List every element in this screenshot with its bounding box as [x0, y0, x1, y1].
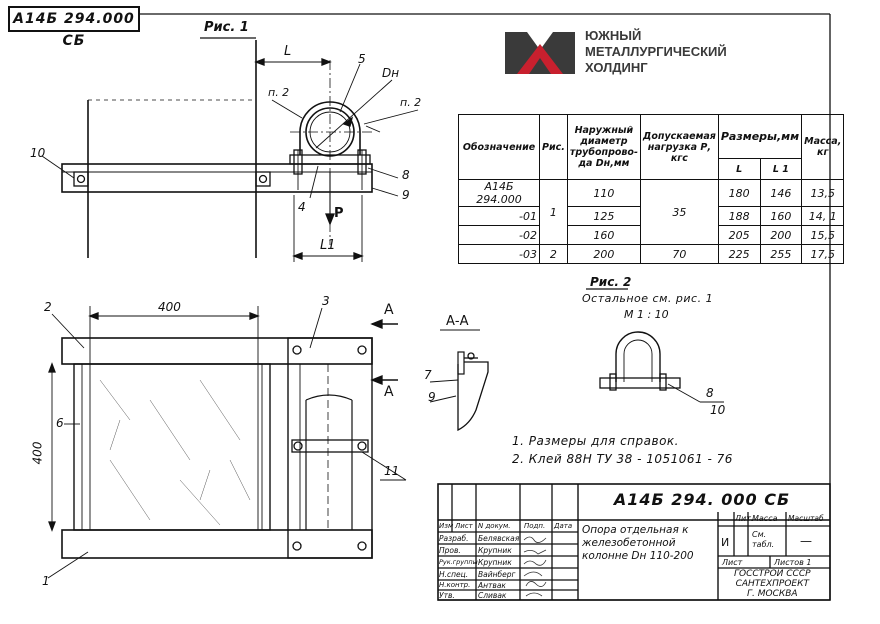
- title-block-code: А14Б 294. 000 СБ: [613, 490, 791, 509]
- role-3: Н.спец.: [439, 570, 469, 579]
- th-diameter: Наружный диаметр трубопрово-да Dн,мм: [567, 115, 640, 180]
- sheet-label: Лист: [722, 558, 743, 567]
- fig1-callout-9: 9: [402, 188, 410, 202]
- cell-designation: -02: [459, 226, 540, 245]
- lit-head: Лит.: [735, 514, 754, 523]
- cell-L: 188: [718, 207, 760, 226]
- section-mark-bottom: А: [384, 384, 394, 400]
- fig1-callout-4: 4: [298, 200, 306, 214]
- fig2-scale: М 1 : 10: [624, 308, 669, 321]
- th-designation: Обозначение: [459, 115, 540, 180]
- fig2-callout-10: 10: [710, 403, 726, 417]
- note-1: 1. Размеры для справок.: [512, 434, 679, 448]
- fig2-subtitle: Остальное см. рис. 1: [582, 292, 714, 305]
- col-izm: Изм: [439, 522, 454, 530]
- cell-diameter: 110: [567, 180, 640, 207]
- th-mass: Масса, кг: [802, 115, 844, 180]
- logo-line-1: ЮЖНЫЙ: [585, 28, 642, 43]
- cell-L1: 200: [760, 226, 802, 245]
- fig1-dim-Dn: Dн: [382, 66, 400, 80]
- sheets-label: Листов 1: [774, 558, 812, 567]
- plan-dim-top: 400: [158, 300, 181, 314]
- cell-load: 70: [640, 245, 718, 264]
- fig1-gap-left: п. 2: [268, 86, 290, 99]
- cell-diameter: 160: [567, 226, 640, 245]
- name-line-1: Опора отдельная к: [582, 524, 689, 536]
- logo-line-2: МЕТАЛЛУРГИЧЕСКИЙ: [585, 44, 727, 59]
- cell-mass: 15,5: [802, 226, 844, 245]
- role-4: Н.контр.: [439, 581, 471, 589]
- plan-callout-6: 6: [56, 416, 64, 430]
- fig1-title: Рис. 1: [204, 20, 249, 35]
- col-doc: N докум.: [478, 522, 511, 530]
- mass-head: Масса: [752, 514, 778, 523]
- fig1-gap-right: п. 2: [400, 96, 422, 109]
- title-block-name: [582, 524, 694, 563]
- th-fig: Рис.: [540, 115, 568, 180]
- notes: [512, 432, 733, 468]
- name-3: Вайнберг: [478, 570, 516, 579]
- note-2: 2. Клей 88Н ТУ 38 - 1051061 - 76: [512, 452, 733, 466]
- name-1: Крупник: [478, 546, 512, 555]
- scale-value: —: [800, 534, 812, 548]
- org-line-3: Г. МОСКВА: [746, 589, 798, 599]
- cell-mass: 14, 1: [802, 207, 844, 226]
- plan-callout-2: 2: [44, 300, 52, 314]
- cell-diameter: 200: [567, 245, 640, 264]
- cell-diameter: 125: [567, 207, 640, 226]
- cell-L1: 146: [760, 180, 802, 207]
- th-L: L: [718, 159, 760, 180]
- cell-L: 180: [718, 180, 760, 207]
- name-line-3: колонне Dн 110-200: [582, 550, 694, 562]
- signatures: [524, 537, 546, 596]
- fig1-callout-5: 5: [358, 52, 366, 66]
- col-sign: Подп.: [524, 522, 546, 530]
- fig2-callout-8: 8: [706, 386, 714, 400]
- role-1: Пров.: [439, 546, 461, 555]
- section-callout-7: 7: [424, 368, 432, 382]
- mass-value: См. табл.: [752, 530, 775, 549]
- fig1-load-label: P: [334, 206, 344, 221]
- table-row: [459, 180, 844, 207]
- plan-callout-3: 3: [322, 294, 330, 308]
- cell-L: 205: [718, 226, 760, 245]
- cell-L1: 255: [760, 245, 802, 264]
- th-sizes: Размеры,мм: [718, 115, 801, 159]
- cell-mass: 13,5: [802, 180, 844, 207]
- cell-L1: 160: [760, 207, 802, 226]
- fig2-title: Рис. 2: [590, 275, 632, 289]
- cell-designation: -03: [459, 245, 540, 264]
- name-line-2: железобетонной: [582, 537, 676, 549]
- org-line-1: ГОССТРОЙ СССР: [734, 569, 811, 579]
- fig1-dim-L: L: [284, 44, 292, 59]
- role-5: Утв.: [439, 591, 455, 600]
- cell-fig: 2: [540, 245, 568, 264]
- fig1-dim-L1: L1: [320, 238, 336, 253]
- org-block: [734, 569, 811, 599]
- name-0: Белявская: [478, 534, 520, 543]
- th-L1: L 1: [760, 159, 802, 180]
- cell-designation: А14Б 294.000: [459, 180, 540, 207]
- name-2: Крупник: [478, 558, 512, 567]
- logo-line-3: ХОЛДИНГ: [585, 60, 648, 75]
- cell-L: 225: [718, 245, 760, 264]
- plan-callout-1: 1: [42, 574, 50, 588]
- section-callout-9: 9: [428, 390, 436, 404]
- th-load: Допускаемая нагрузка Р, кгс: [640, 115, 718, 180]
- cell-fig: 1: [540, 180, 568, 245]
- cell-mass: 17,5: [802, 245, 844, 264]
- role-2: Рук.группы: [439, 558, 478, 566]
- plan-dim-side: 400: [30, 441, 45, 465]
- rotated-code-stamp: А14Б 294.000 СБ: [8, 6, 140, 32]
- lit-value: И: [721, 536, 730, 549]
- name-5: Сливак: [478, 591, 507, 600]
- name-4: Антвак: [478, 581, 506, 590]
- cell-designation: -01: [459, 207, 540, 226]
- fig1-callout-8: 8: [402, 168, 410, 182]
- section-mark-top: А: [384, 302, 394, 318]
- col-date: Дата: [554, 522, 573, 530]
- plan-callout-11: 11: [384, 464, 400, 478]
- table-row: [459, 245, 844, 264]
- col-list: Лист: [455, 522, 473, 530]
- role-0: Разраб.: [439, 534, 469, 543]
- section-title: А-А: [446, 314, 469, 329]
- scale-head: Масштаб: [788, 514, 824, 523]
- spec-table: [458, 114, 844, 264]
- cell-load: 35: [640, 180, 718, 245]
- fig1-callout-10: 10: [30, 146, 46, 160]
- org-line-2: САНТЕХПРОЕКТ: [735, 579, 809, 589]
